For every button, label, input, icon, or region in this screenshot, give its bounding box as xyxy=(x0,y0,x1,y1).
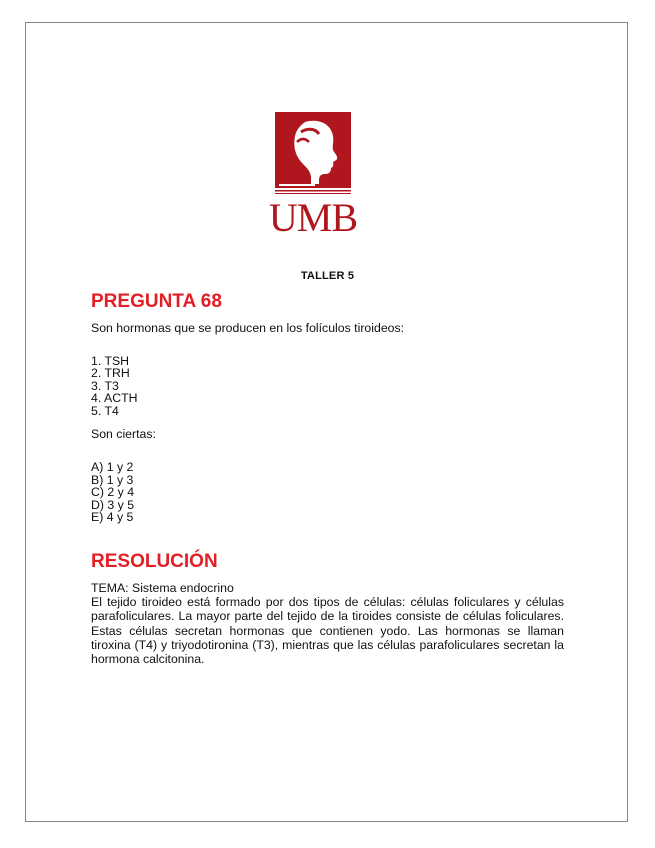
question-instruction: Son ciertas: xyxy=(91,427,156,442)
hormone-list xyxy=(91,355,564,418)
question-heading: PREGUNTA 68 xyxy=(91,291,222,312)
question-prompt: Son hormonas que se producen en los folículos tiroideos: xyxy=(91,321,405,335)
document-content xyxy=(91,270,564,666)
answer-options xyxy=(91,461,564,524)
list-item: 5. T4 xyxy=(91,403,119,418)
list-item: 1. TSH xyxy=(91,353,130,368)
document-title: TALLER 5 xyxy=(300,270,355,282)
resolution-heading: RESOLUCIÓN xyxy=(91,550,218,572)
answer-option: D) 3 y 5 xyxy=(91,497,135,512)
answer-option: E) 4 y 5 xyxy=(91,510,134,525)
resolution-topic: TEMA: Sistema endocrino xyxy=(91,580,234,595)
umb-emblem-icon xyxy=(265,108,361,196)
list-item: 3. T3 xyxy=(91,378,119,393)
answer-option: A) 1 y 2 xyxy=(91,459,134,474)
umb-logo xyxy=(265,108,361,248)
answer-option: B) 1 y 3 xyxy=(91,472,134,487)
logo-wordmark: UMB xyxy=(268,195,358,240)
list-item: 2. TRH xyxy=(91,366,130,381)
resolution-body: El tejido tiroideo está formado por dos tipos de células: células foliculares y células parafoliculares. La mayor parte del tejido de la tiroides consiste de células foliculares. Estas células secretan hormonas que contienen yodo. Las hormonas se llaman tiroxina (T4) y triyodotironina (T3), mientras que las células parafoliculares secretan la hormona calcitonina. xyxy=(91,595,564,666)
answer-option: C) 2 y 4 xyxy=(91,485,135,500)
list-item: 4. ACTH xyxy=(91,391,138,406)
